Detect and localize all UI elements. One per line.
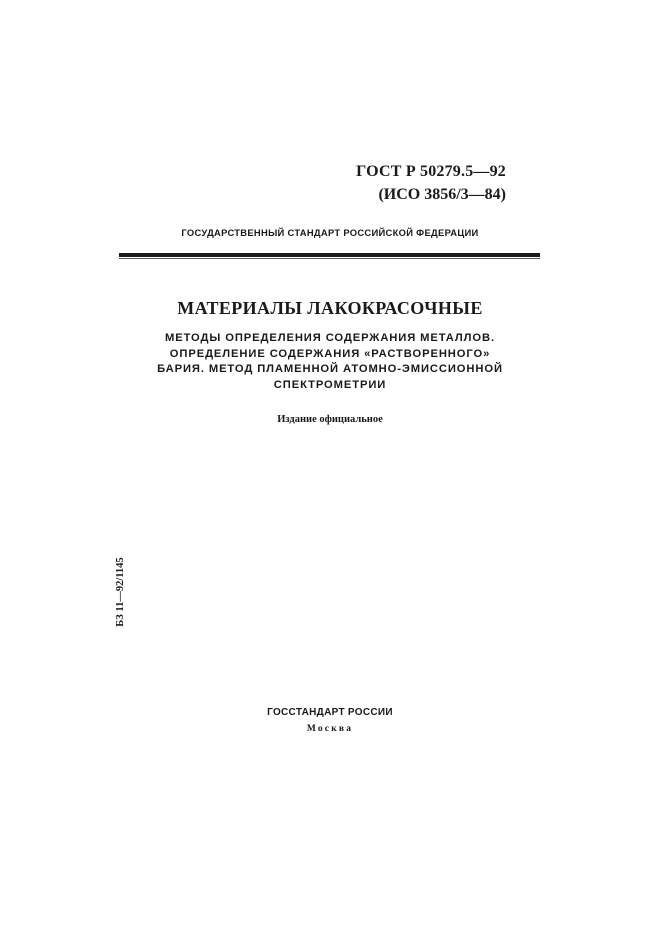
subtitle-line: БАРИЯ. МЕТОД ПЛАМЕННОЙ АТОМНО-ЭМИССИОННОЙ <box>157 363 503 375</box>
header-divider-thin <box>119 258 540 259</box>
subtitle-line: ОПРЕДЕЛЕНИЕ СОДЕРЖАНИЯ «РАСТВОРЕННОГО» <box>169 347 491 360</box>
subtitle-line: СПЕКТРОМЕТРИИ <box>273 378 387 391</box>
edition-label: Издание официальное <box>277 414 383 425</box>
document-title: МАТЕРИАЛЫ ЛАКОКРАСОЧНЫЕ <box>177 298 483 318</box>
side-print-code: БЗ 11—92/1145 <box>115 557 126 627</box>
document-subtitle <box>110 331 550 393</box>
iso-number: (ИСО 3856/3—84) <box>378 186 506 203</box>
gost-number: ГОСТ Р 50279.5—92 <box>356 163 506 180</box>
state-standard-heading: ГОСУДАРСТВЕННЫЙ СТАНДАРТ РОССИЙСКОЙ ФЕДЕРАЦИИ <box>181 227 479 238</box>
publisher-city: Москва <box>306 724 354 734</box>
subtitle-line: МЕТОДЫ ОПРЕДЕЛЕНИЯ СОДЕРЖАНИЯ МЕТАЛЛОВ. <box>165 332 495 344</box>
header-divider-thick <box>119 253 540 257</box>
publisher-name: ГОССТАНДАРТ РОССИИ <box>267 707 393 718</box>
